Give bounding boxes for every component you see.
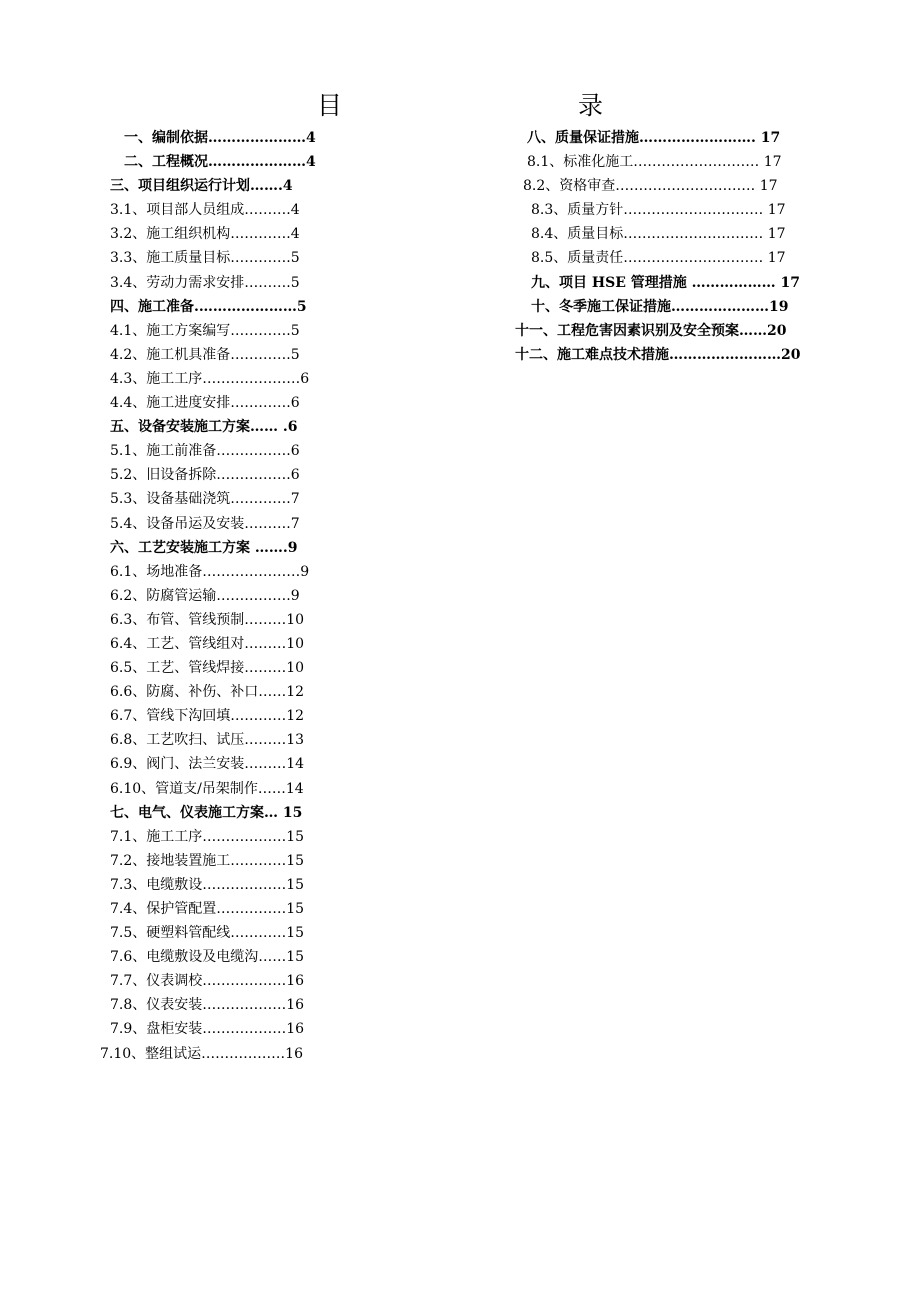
- toc-entry[interactable]: [100, 198, 332, 222]
- toc-entry[interactable]: [100, 728, 332, 752]
- toc-entry[interactable]: [100, 512, 332, 536]
- toc-entry[interactable]: [505, 271, 830, 295]
- toc-entry[interactable]: [100, 126, 332, 150]
- toc-entry[interactable]: [100, 993, 332, 1017]
- toc-entry-text: 十一、工程危害因素识别及安全预案……20: [515, 322, 787, 339]
- toc-entry[interactable]: [100, 150, 332, 174]
- toc-entry-text: 6.9、阀门、法兰安装………14: [110, 756, 305, 773]
- toc-entry-text: 4.2、施工机具准备………….5: [110, 346, 300, 363]
- toc-entry[interactable]: [505, 246, 830, 270]
- toc-entry[interactable]: [100, 801, 332, 825]
- toc-right-column: [505, 126, 830, 367]
- toc-entry-text: 九、项目 HSE 管理措施 ……………… 17: [531, 274, 800, 291]
- toc-entry[interactable]: [100, 271, 332, 295]
- toc-entry-text: 7.2、接地装置施工…………15: [110, 852, 305, 869]
- toc-entry-text: 5.3、设备基础浇筑………….7: [110, 491, 300, 508]
- toc-entry[interactable]: [505, 126, 830, 150]
- toc-entry[interactable]: [100, 391, 332, 415]
- toc-entry[interactable]: [505, 198, 830, 222]
- toc-entry-text: 7.3、电缆敷设………………15: [110, 876, 305, 893]
- toc-entry-text: 4.4、施工进度安排………….6: [110, 395, 300, 412]
- toc-entry[interactable]: [100, 343, 332, 367]
- toc-entry[interactable]: [100, 752, 332, 776]
- toc-entry-text: 5.2、旧设备拆除…………….6: [110, 467, 300, 484]
- toc-entry-text: 七、电气、仪表施工方案… 15: [110, 804, 303, 821]
- toc-entry-text: 6.1、场地准备…………………9: [110, 563, 310, 580]
- toc-entry-text: 4.1、施工方案编写………….5: [110, 322, 300, 339]
- toc-entry[interactable]: [100, 584, 332, 608]
- toc-entry[interactable]: [100, 825, 332, 849]
- toc-entry-text: 7.4、保护管配置……………15: [110, 901, 305, 917]
- toc-entry[interactable]: [505, 222, 830, 246]
- toc-entry-text: 7.1、施工工序………………15: [110, 828, 305, 845]
- toc-entry-text: 六、工艺安装施工方案 …….9: [110, 539, 298, 556]
- toc-entry[interactable]: [100, 897, 332, 921]
- toc-entry-text: 8.5、质量责任………………………… 17: [531, 250, 786, 267]
- toc-entry[interactable]: [100, 439, 332, 463]
- toc-entry-text: 6.7、管线下沟回填…………12: [110, 708, 305, 725]
- toc-entry-text: 3.3、施工质量目标………….5: [110, 250, 300, 267]
- toc-entry-text: 一、编制依据…………………4: [110, 130, 316, 146]
- toc-entry-text: 三、项目组织运行计划…….4: [110, 178, 293, 195]
- toc-entry-text: 6.2、防腐管运输…………….9: [110, 587, 300, 604]
- toc-entry[interactable]: [100, 945, 332, 969]
- toc-entry-text: 3.4、劳动力需求安排……….5: [110, 274, 300, 291]
- toc-left-column: [100, 126, 332, 1066]
- toc-entry[interactable]: [100, 680, 332, 704]
- toc-entry[interactable]: [505, 150, 830, 174]
- toc-entry[interactable]: [100, 656, 332, 680]
- toc-entry-text: 8.3、质量方针………………………… 17: [531, 202, 786, 219]
- toc-entry-text: 7.10、整组试运………………16: [100, 1045, 303, 1062]
- toc-entry[interactable]: [100, 632, 332, 656]
- toc-entry-text: 十二、施工难点技术措施……………………20: [515, 346, 801, 363]
- toc-entry[interactable]: [100, 487, 332, 511]
- toc-entry-text: 二、工程概况…………………4: [110, 154, 316, 171]
- toc-entry[interactable]: [100, 873, 332, 897]
- toc-entry-text: 7.8、仪表安装………………16: [110, 997, 305, 1014]
- toc-entry[interactable]: [100, 295, 332, 319]
- toc-entry-text: 8.1、标准化施工……………………… 17: [527, 154, 782, 171]
- toc-entry[interactable]: [100, 246, 332, 270]
- toc-entry-text: 6.10、管道支/吊架制作……14: [110, 780, 304, 797]
- toc-title: 目 录: [316, 91, 665, 120]
- toc-entry[interactable]: [100, 777, 332, 801]
- toc-entry-text: 7.9、盘柜安装………………16: [110, 1021, 305, 1038]
- toc-entry[interactable]: [100, 319, 332, 343]
- toc-entry-text: 四、施工准备.…………………5: [110, 298, 307, 315]
- toc-entry-text: 5.1、施工前准备…………….6: [110, 443, 300, 460]
- toc-entry[interactable]: [100, 921, 332, 945]
- toc-entry-text: 3.2、施工组织机构………….4: [110, 226, 300, 243]
- toc-entry[interactable]: [100, 174, 332, 198]
- toc-entry-text: 7.7、仪表调校………………16: [110, 973, 305, 990]
- toc-entry[interactable]: [100, 1017, 332, 1041]
- toc-entry[interactable]: [100, 969, 332, 993]
- toc-entry-text: 五、设备安装施工方案…… .6: [110, 419, 298, 436]
- toc-entry-text: 5.4、设备吊运及安装……….7: [110, 515, 300, 532]
- toc-entry-text: 6.8、工艺吹扫、试压………13: [110, 732, 305, 749]
- toc-entry[interactable]: [100, 536, 332, 560]
- toc-entry[interactable]: [505, 343, 830, 367]
- toc-entry-text: 八、质量保证措施……………………. 17: [527, 130, 781, 146]
- toc-entry[interactable]: [505, 174, 830, 198]
- toc-entry-text: 6.6、防腐、补伤、补口……12: [110, 684, 305, 701]
- toc-entry-text: 8.4、质量目标………………………… 17: [531, 226, 786, 243]
- toc-entry[interactable]: [505, 319, 830, 343]
- toc-entry[interactable]: [505, 295, 830, 319]
- toc-entry-text: 十、冬季施工保证措施…………………19: [531, 298, 789, 315]
- toc-entry-text: 6.5、工艺、管线焊接………10: [110, 660, 305, 677]
- toc-entry-text: 3.1、项目部人员组成……….4: [110, 202, 300, 219]
- toc-entry-text: 6.4、工艺、管线组对………10: [110, 635, 305, 652]
- toc-entry[interactable]: [100, 367, 332, 391]
- toc-entry-text: 7.6、电缆敷设及电缆沟……15: [110, 949, 305, 966]
- toc-entry-text: 7.5、硬塑料管配线…………15: [110, 925, 305, 942]
- toc-entry[interactable]: [100, 415, 332, 439]
- toc-entry[interactable]: [100, 1042, 332, 1066]
- toc-entry[interactable]: [100, 608, 332, 632]
- toc-entry-text: 8.2、资格审查………………………… 17: [523, 178, 778, 195]
- toc-entry[interactable]: [100, 560, 332, 584]
- toc-entry[interactable]: [100, 222, 332, 246]
- toc-entry-text: 4.3、施工工序…………………6: [110, 370, 310, 387]
- toc-entry[interactable]: [100, 849, 332, 873]
- toc-entry-text: 6.3、布管、管线预制………10: [110, 611, 305, 628]
- toc-entry[interactable]: [100, 704, 332, 728]
- toc-entry[interactable]: [100, 463, 332, 487]
